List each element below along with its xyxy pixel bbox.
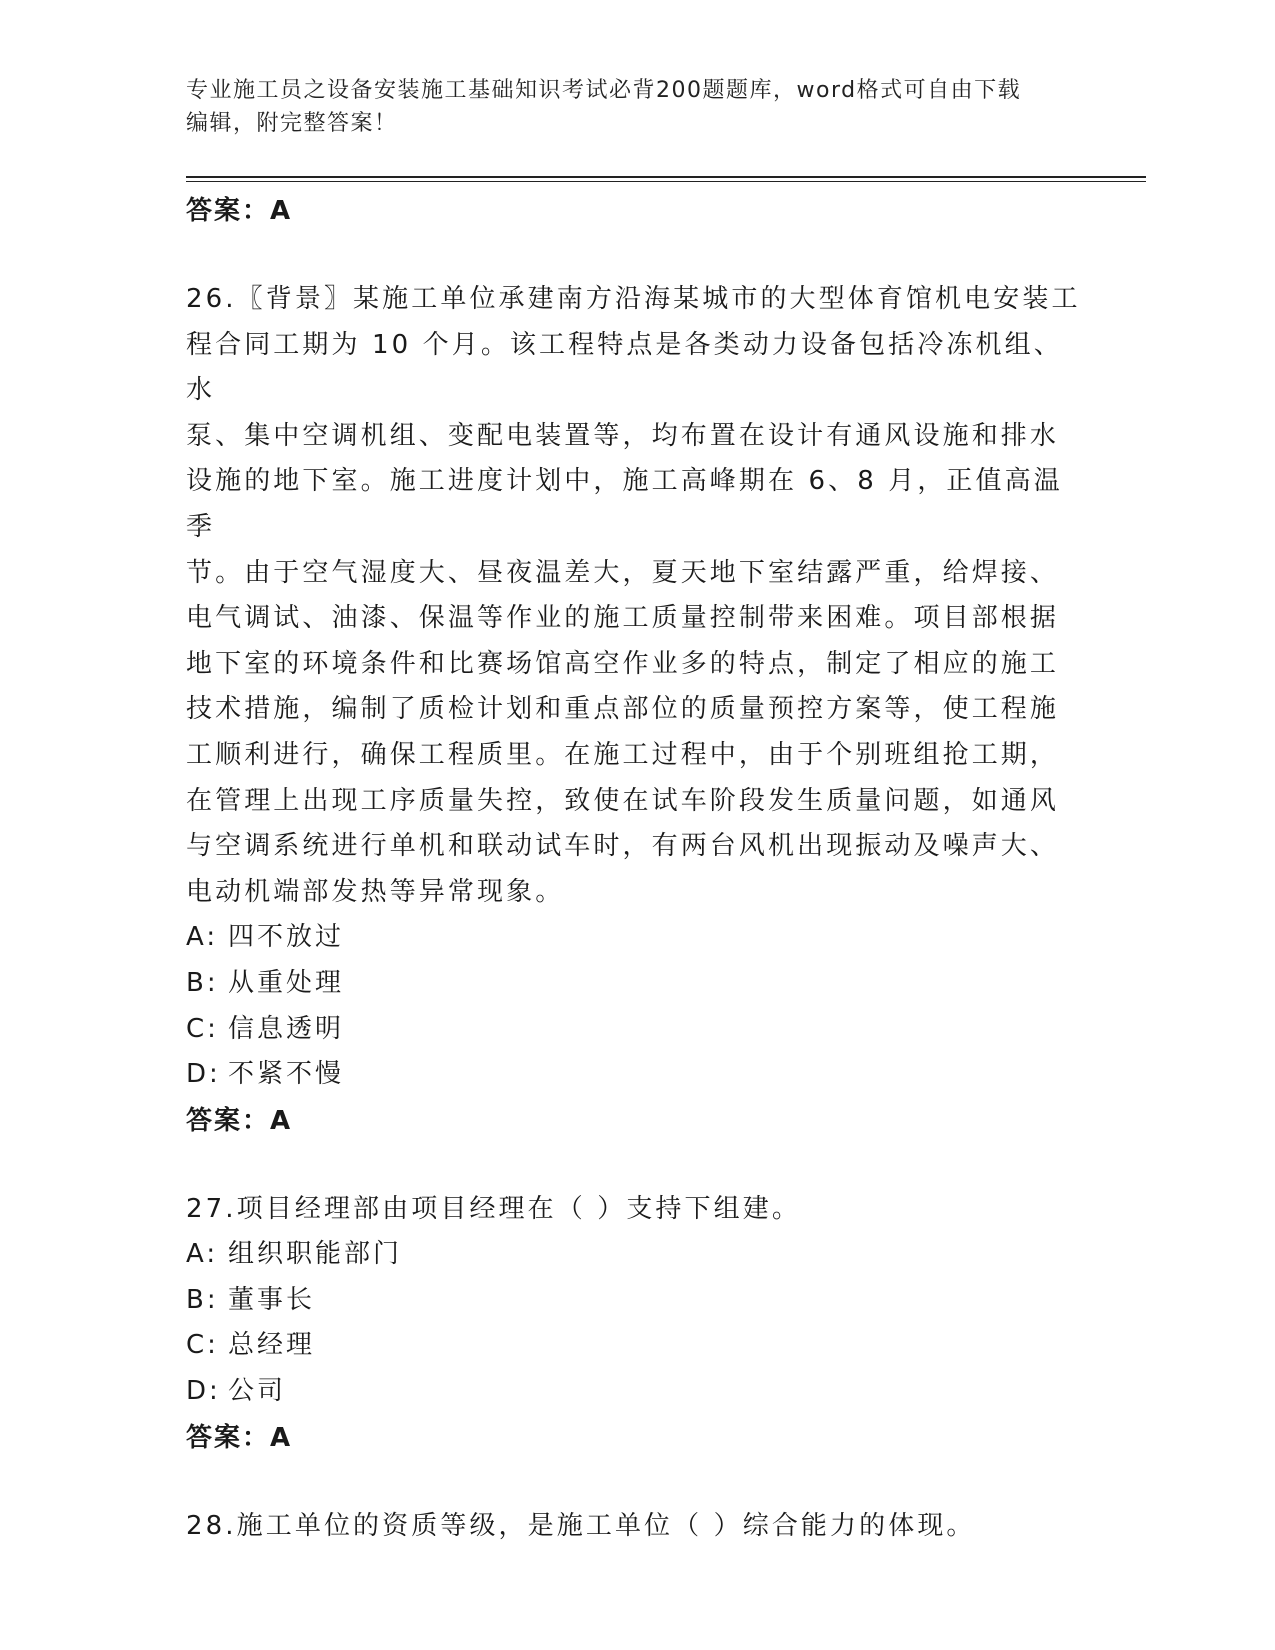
question-28 xyxy=(186,1504,1086,1550)
option-letter: D: xyxy=(186,1376,221,1407)
header-line-1: 专业施工员之设备安装施工基础知识考试必背200题题库，word格式可自由下载 xyxy=(186,78,1022,103)
question-text-line: 在管理上出现工序质量失控，致使在试车阶段发生质量问题，如通风 xyxy=(186,785,1060,816)
header-rule-thin xyxy=(186,181,1146,182)
option-d xyxy=(186,1052,1086,1098)
question-text-line: 泵、集中空调机组、变配电装置等，均布置在设计有通风设施和排水 xyxy=(186,420,1060,451)
option-letter: A: xyxy=(186,1239,219,1270)
question-26 xyxy=(186,277,1086,1144)
option-letter: D: xyxy=(186,1059,221,1090)
option-text: 公司 xyxy=(228,1376,287,1407)
header-rule-thick xyxy=(186,176,1146,178)
option-c xyxy=(186,1007,1086,1053)
question-text-line: 设施的地下室。施工进度计划中，施工高峰期在 6、8 月，正值高温季 xyxy=(186,466,1063,542)
option-text: 组织职能部门 xyxy=(228,1239,403,1270)
option-text: 总经理 xyxy=(228,1330,316,1361)
answer-line: 答案：A xyxy=(186,1422,293,1453)
option-a xyxy=(186,915,1086,961)
option-letter: A: xyxy=(186,922,219,953)
question-text-line: 程合同工期为 10 个月。该工程特点是各类动力设备包括冷冻机组、水 xyxy=(186,329,1063,406)
answer-line: 答案：A xyxy=(186,1105,293,1136)
document-header xyxy=(186,74,1086,140)
option-letter: C: xyxy=(186,1013,219,1044)
question-text xyxy=(186,277,1086,915)
question-text-line: 工顺利进行，确保工程质里。在施工过程中，由于个别班组抢工期， xyxy=(186,739,1060,770)
option-letter: C: xyxy=(186,1330,219,1361)
option-c xyxy=(186,1323,1086,1369)
question-text xyxy=(186,1504,1086,1550)
option-text: 信息透明 xyxy=(228,1013,345,1044)
answer-line: 答案：A xyxy=(186,196,293,226)
option-letter: B: xyxy=(186,1284,219,1315)
option-letter: B: xyxy=(186,967,219,998)
question-text-line: 27.项目经理部由项目经理在（ ）支持下组建。 xyxy=(186,1193,801,1224)
question-text-line: 技术措施，编制了质检计划和重点部位的质量预控方案等，使工程施 xyxy=(186,694,1060,725)
question-text-line: 26.〖背景〗某施工单位承建南方沿海某城市的大型体育馆机电安装工 xyxy=(186,284,1081,314)
question-text-line: 电动机端部发热等异常现象。 xyxy=(186,876,565,907)
question-text-line: 与空调系统进行单机和联动试车时，有两台风机出现振动及噪声大、 xyxy=(186,831,1060,862)
question-text-line: 28.施工单位的资质等级，是施工单位（ ）综合能力的体现。 xyxy=(186,1510,976,1541)
header-line-2: 编辑，附完整答案！ xyxy=(186,111,398,136)
option-text: 不紧不慢 xyxy=(228,1059,345,1090)
option-text: 四不放过 xyxy=(228,922,345,953)
option-d xyxy=(186,1369,1086,1415)
question-27 xyxy=(186,1187,1086,1461)
option-b xyxy=(186,1278,1086,1324)
option-b xyxy=(186,961,1086,1007)
question-text-line: 节。由于空气湿度大、昼夜温差大，夏天地下室结露严重，给焊接、 xyxy=(186,557,1060,588)
option-text: 从重处理 xyxy=(228,967,345,998)
document-body xyxy=(186,188,1086,1549)
question-text-line: 地下室的环境条件和比赛场馆高空作业多的特点，制定了相应的施工 xyxy=(186,648,1060,679)
question-text-line: 电气调试、油漆、保温等作业的施工质量控制带来困难。项目部根据 xyxy=(186,603,1060,634)
option-a xyxy=(186,1232,1086,1278)
question-text xyxy=(186,1187,1086,1233)
option-text: 董事长 xyxy=(228,1284,316,1315)
